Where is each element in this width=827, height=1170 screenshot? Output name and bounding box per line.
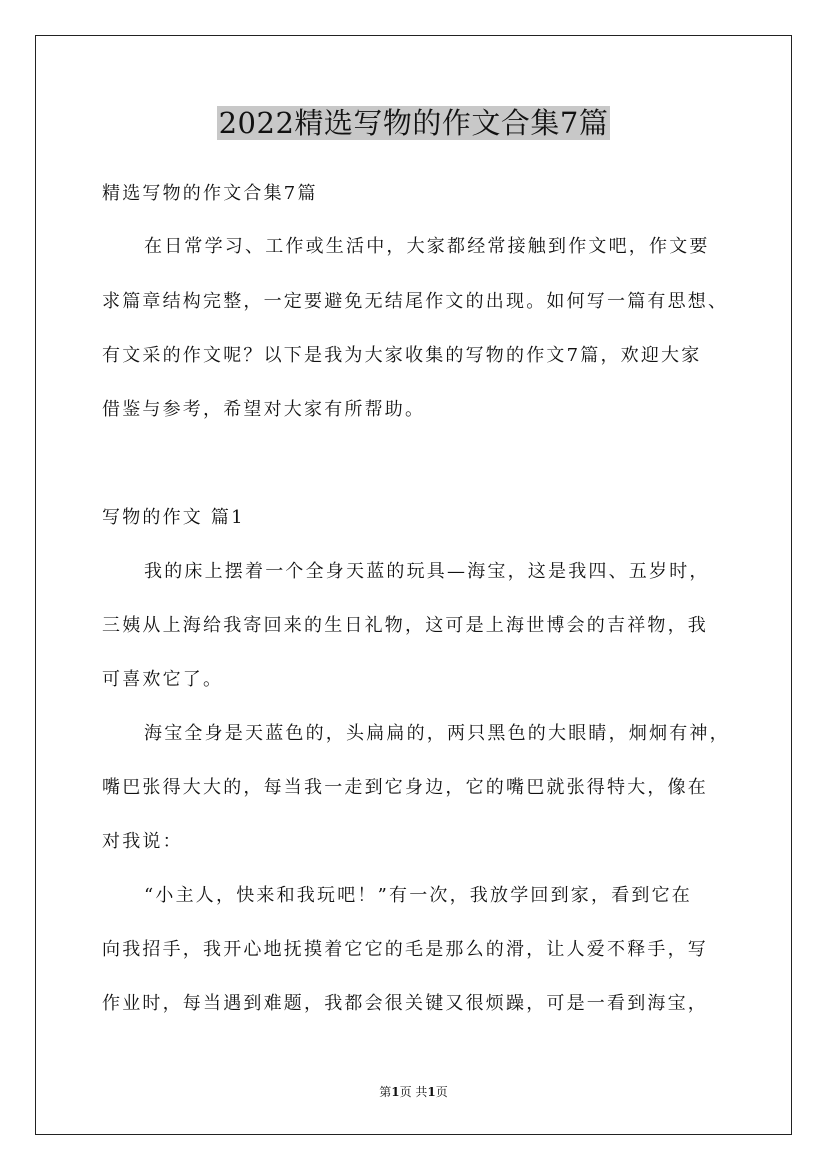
intro-line-2: 求篇章结构完整，一定要避免无结尾作文的出现。如何写一篇有思想、 — [102, 291, 729, 312]
paragraph1-line-1: 我的床上摆着一个全身天蓝的玩具—海宝，这是我四、五岁时， — [144, 561, 710, 582]
page-footer — [0, 1084, 827, 1100]
paragraph2-line-2: 嘴巴张得大大的，每当我一走到它身边，它的嘴巴就张得特大，像在 — [102, 777, 708, 798]
paragraph1-line-2: 三姨从上海给我寄回来的生日礼物，这可是上海世博会的吉祥物，我 — [102, 615, 708, 636]
paragraph3-line-1: “小主人，快来和我玩吧！”有一次，我放学回到家，看到它在 — [144, 885, 693, 906]
document-title: 2022精选写物的作文合集7篇 — [218, 106, 609, 140]
paragraph2-line-3: 对我说： — [102, 831, 183, 852]
footer-suffix: 页 — [435, 1085, 448, 1099]
paragraph2-line-1: 海宝全身是天蓝色的，头扁扁的，两只黑色的大眼睛，炯炯有神， — [144, 723, 730, 744]
footer-prefix: 第 — [379, 1085, 392, 1099]
footer-middle: 页 共 — [399, 1085, 428, 1099]
footer-total-pages: 1 — [427, 1085, 436, 1099]
section-heading: 写物的作文 篇1 — [102, 507, 245, 528]
paragraph3-line-3: 作业时，每当遇到难题，我都会很关键又很烦躁，可是一看到海宝， — [102, 993, 708, 1014]
document-subtitle: 精选写物的作文合集7篇 — [102, 183, 318, 204]
footer-page-number: 1 — [391, 1085, 400, 1099]
intro-line-4: 借鉴与参考，希望对大家有所帮助。 — [102, 399, 426, 420]
paragraph1-line-3: 可喜欢它了。 — [102, 669, 224, 690]
intro-line-3: 有文采的作文呢？以下是我为大家收集的写物的作文7篇，欢迎大家 — [102, 345, 702, 366]
paragraph3-line-2: 向我招手，我开心地抚摸着它它的毛是那么的滑，让人爱不释手，写 — [102, 939, 708, 960]
intro-line-1: 在日常学习、工作或生活中，大家都经常接触到作文吧，作文要 — [144, 236, 710, 257]
